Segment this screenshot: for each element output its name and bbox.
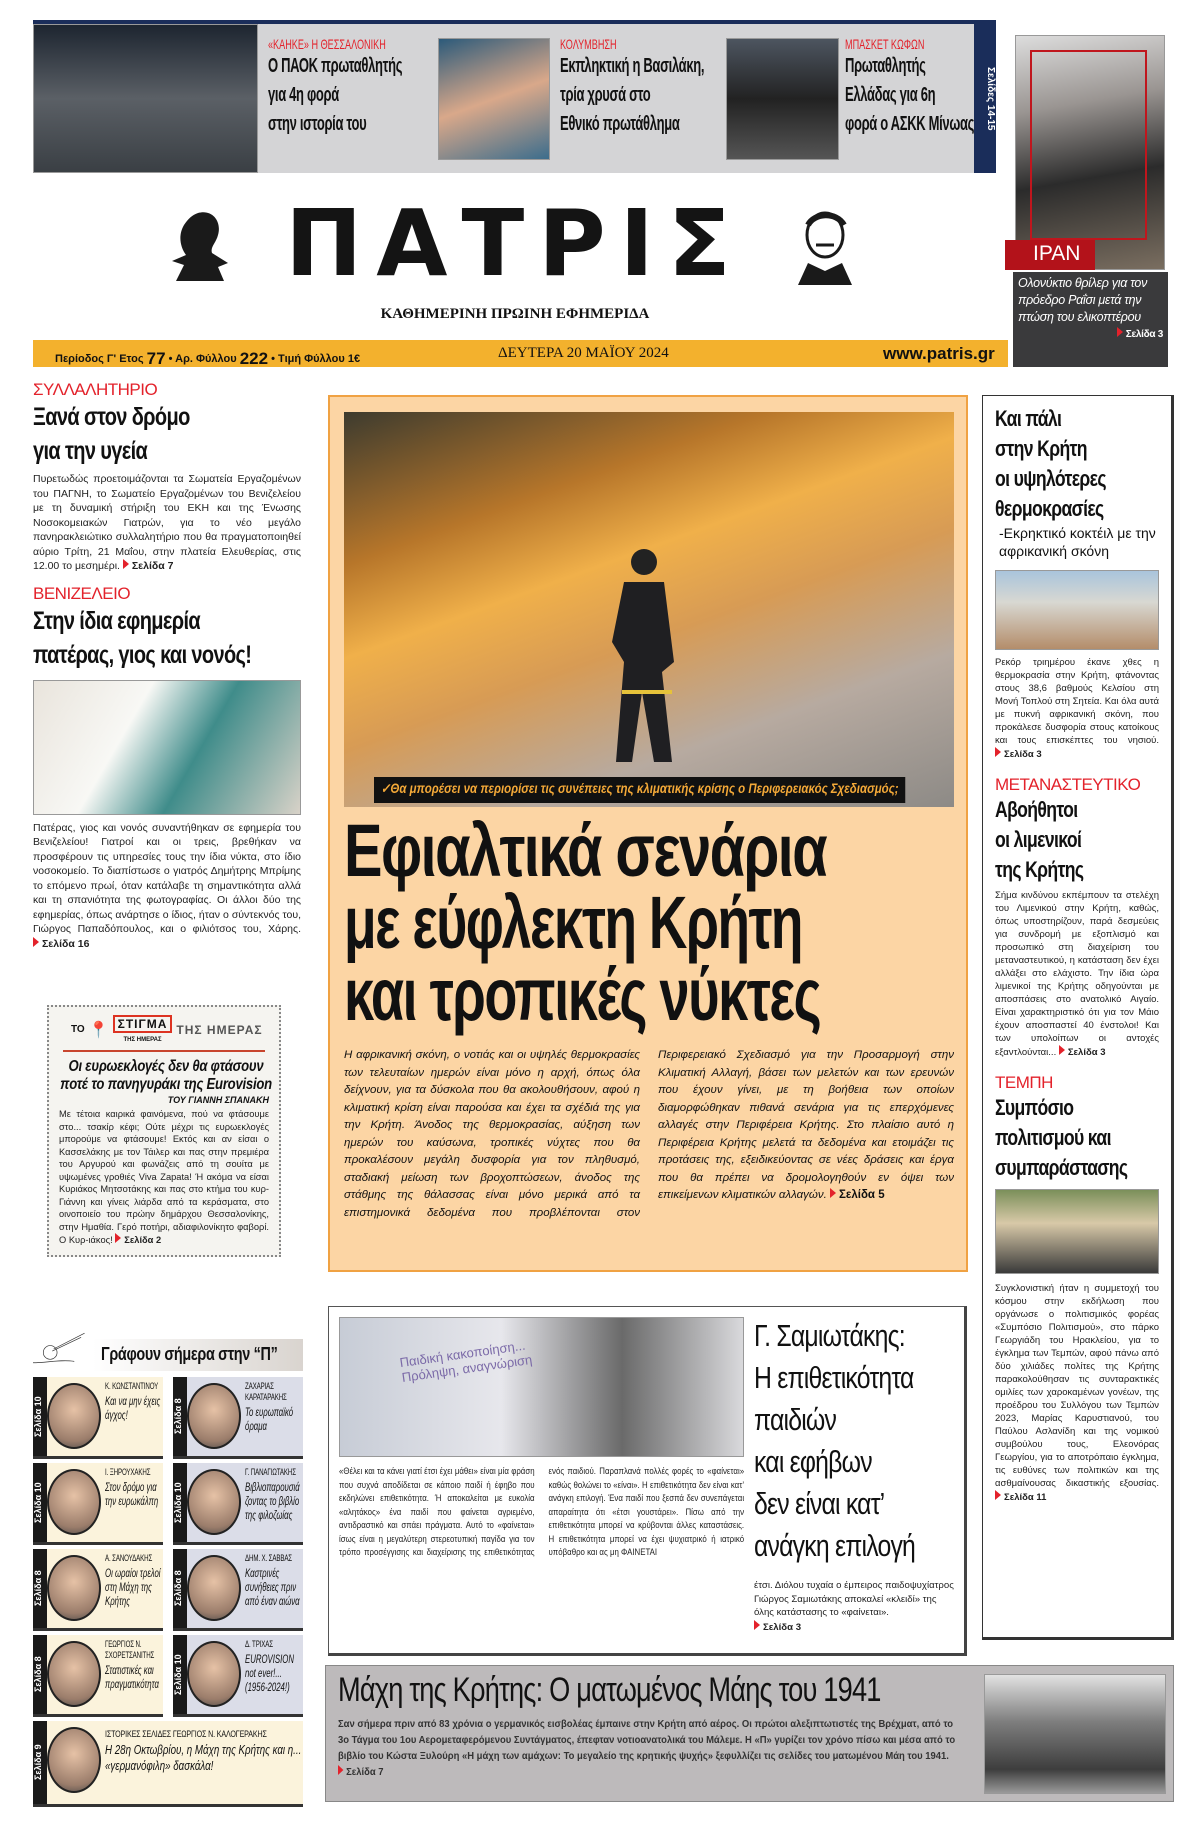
sports-title: Πρωταθλητής Ελλάδας για 6η φορά ο ΑΣΚΚ Μίνωας — [845, 55, 975, 135]
page-link[interactable]: Σελίδα 2 — [115, 1235, 161, 1245]
stigma-title: Οι ευρωεκλογές δεν θα φτάσουν ποτέ το πανηγυράκι της Eurovision — [60, 1058, 272, 1093]
story-title: Ξανά στον δρόμο για την υγεία — [33, 403, 190, 465]
left-column — [33, 380, 301, 951]
battle-of-crete-story[interactable] — [325, 1665, 1174, 1802]
doctors-photo — [33, 680, 301, 815]
story-body: Ρεκόρ τριημέρου έκανε χθες η θερμοκρασία στην Κρήτη, φτάνοντας στους 38,6 βαθμούς Κελσίου στη Μονή Τοπλού στη Σητεία. Και όλα αυτά με πυκνή αφρικανική σκόνη, που προκάλεσε δυσφορία στους κατοίκους και τους επισκέπτες του νησιού. Σελίδα 3 — [995, 657, 1159, 760]
divider — [63, 1050, 265, 1052]
samiotakis-body-end: έτσι. Διόλου τυχαία ο έμπειρος παιδοψυχίατρος Γιώργος Σαμιωτάκης αποκαλεί «κλειδί» της όλης κατάστασης το «φαίνεται». Σελίδα 3 — [754, 1580, 954, 1633]
writer-avatar — [47, 1641, 101, 1707]
map-pin-icon: 📍 — [88, 1021, 109, 1039]
firefighter-figure — [594, 532, 684, 772]
page-link[interactable]: Σελίδα 5 — [830, 1189, 885, 1201]
sports-pages-label: Σελίδες 14-15 — [974, 24, 996, 173]
story-subtitle: -Εκρηκτικό κοκτέιλ με την αφρικανική σκόνη — [999, 525, 1156, 559]
writer-avatar — [47, 1727, 101, 1793]
sports-title: Ο ΠΑΟΚ πρωταθλητής για 4η φορά στην ιστορία του — [268, 55, 403, 135]
sports-strip — [33, 20, 996, 173]
writers-today — [33, 1325, 305, 1811]
paratroopers-photo — [984, 1674, 1166, 1794]
writer-avatar — [47, 1555, 101, 1621]
story-kicker: ΜΕΤΑΝΑΣΤΕΥΤΙΚΟ — [995, 775, 1141, 794]
battle-body: Σαν σήμερα πριν από 83 χρόνια ο γερμανικός εισβολέας έμπαινε στην Κρήτη από αέρος. Οι πρώτοι αλεξιπτωτιστές της Βρέχματ, από το 3ο Τάγμα του 1ου Αερομεταφερόμενου Συντάγματος, έπεφταν νοτιοανατολικά του Μάλεμε. Η «Π» γυρίζει τον χρόνο πίσω και μέσα από το βιβλίο του Κώστα Ξυλούρη «Η μάχη των αμάχων: Το μεγαλείο της κρητικής ψυχής» ξεφυλλίζει τις σελίδες του ματωμένου Μάη του 1941. Σελίδα 7 — [338, 1718, 956, 1778]
sports-kicker: «ΚΑΗΚΕ» Η ΘΕΣΣΑΛΟΝΙΚΗ — [268, 36, 386, 52]
lead-story[interactable] — [328, 395, 968, 1272]
story-kicker: ΣΥΛΛΑΛΗΤΗΡΙΟ — [33, 380, 158, 399]
iran-title-box — [1013, 272, 1168, 367]
writer-avatar — [187, 1383, 241, 1449]
samiotakis-photo — [339, 1317, 744, 1457]
story-title: Αβοήθητοι οι λιμενικοί της Κρήτης — [995, 797, 1084, 882]
portrait-sketch-right-icon — [790, 205, 860, 285]
stigma-author: ΤΟΥ ΓΙΑΝΝΗ ΣΠΑΝΑΚΗ — [167, 1095, 269, 1105]
writer-item[interactable]: Σελίδα 8 ΓΕΩΡΓΙΟΣ Ν. ΣΧΟΡΕΤΣΑΝΙΤΗΣ Στατιστικές και πραγματικότητα — [33, 1635, 163, 1717]
newspaper-tagline: ΚΑΘΗΜΕΡΙΝΗ ΠΡΩΙΝΗ ΕΦΗΜΕΡΙΔΑ — [380, 306, 650, 322]
writer-item[interactable]: Σελίδα 9 ΙΣΤΟΡΙΚΕΣ ΣΕΛΙΔΕΣ ΓΕΩΡΓΙΟΣ Ν. ΚΑΛΟΓΕΡΑΚΗΣ Η 28η Οκτωβρίου, η Μάχη της Κρήτης και η... «γερμανόφιλη» δασκάλα! — [33, 1721, 303, 1807]
story-heat[interactable] — [995, 404, 1159, 761]
quill-inkpot-icon — [33, 1325, 88, 1373]
red-frame — [1030, 50, 1147, 240]
story-title: Συμπόσιο πολιτισμού και συμπαράστασης — [995, 1095, 1128, 1180]
writer-item[interactable]: Σελίδα 10 Γ. ΠΑΝΑΓΙΩΤΑΚΗΣ Βιβλιοπαρουσιάζοντας το βιβλίο της φιλοζωίας — [173, 1463, 303, 1545]
writers-title: Γράφουν σήμερα στην “Π” — [101, 1344, 278, 1364]
writer-item[interactable]: Σελίδα 10 Ι. ΞΗΡΟΥΧΑΚΗΣ Στον δρόμο για την ευρωκάλπη — [33, 1463, 163, 1545]
story-coast-guard[interactable] — [995, 775, 1159, 1059]
sports-item-basketball[interactable] — [845, 36, 974, 139]
page-link[interactable]: Σελίδα 7 — [123, 560, 174, 572]
page-link[interactable]: Σελίδα 16 — [33, 938, 89, 950]
writer-item[interactable]: Σελίδα 10 Δ. ΤΡΙΧΑΣ EUROVISION not ever!... (1956-2024!) — [173, 1635, 303, 1717]
writer-avatar — [187, 1555, 241, 1621]
iran-story[interactable] — [1005, 35, 1172, 367]
page-link[interactable]: Σελίδα 3 — [1059, 1047, 1106, 1058]
story-body: Συγκλονιστική ήταν η συμμετοχή του κόσμου στην εκδήλωση που οργάνωσε ο πολιτισμικός φορέας «Συμπόσιο Πολιτισμού», στο πάρκο Γεωργιάδη του Ηρακλείου, για το έγκλημα των Τεμπών, αφού πάνω από δύο χιλιάδες πολίτες της Κρήτης παρακολούθησαν τις συνταρακτικές ομιλίες των χαροκαμένων γονέων, της προέδρου του Συλλόγου των Τεμπών 2023, Μαρίας Καρυστιανού, του Παύλου Ασλανίδη και της νομικού συμβούλου τους, Ελεονόρας Γεωργίου, για το αποτρόπαιο έγκλημα, τις ευθύνες των πολιτικών και της ασθμαίνουσας δικαστικής εξουσίας. Σελίδα 11 — [995, 1283, 1159, 1503]
story-body: Σήμα κινδύνου εκπέμπουν τα στελέχη του Λιμενικού στην Κρήτη, καθώς, όπως υποστηρίζουν, παρά δεσμεύεις για συνδρομή με εξοπλισμό και προσωπικό στη διαχείριση του μεταναστευτικού, η κατάσταση δεν έχει αλλάξει στο ελάχιστο. Την ίδια ώρα λιμενικοί της Κρήτης οδηγούνται με αποσπάσεις στο ανατολικό Αιγαίο. Είναι χαρακτηριστικό ότι για τον Μάιο έχουν αποσπαστεί 40 ένστολοι! Και των υπολοίπων οι αντοχές εξαντλούνται... Σελίδα 3 — [995, 890, 1159, 1058]
website-link[interactable]: www.patris.gr — [883, 344, 995, 363]
page-link[interactable]: Σελίδα 3 — [995, 749, 1042, 760]
samiotakis-story[interactable] — [328, 1306, 967, 1656]
samiotakis-body: «Θέλει και τα κάνει γιατί έτσι έχει μάθει» είναι μία φράση που συχνά αποδίδεται σε κάποιο παιδί ή έφηβο που εκδηλώνει επιθετικότητα. Ή αποκαλείται με ευκολία «αλητάκος» ένα παιδί που φαίνεται αγριεμένο, αντιδραστικό και σπάει πράγματα. Αυτό το «φαίνεται» ίσως είναι η μεγαλύτερη στερεοτυπική παγίδα για τον τρόπο προσέγγισης και διαχείρισης της επιθετικότητας ενός παιδιού. Παραπλανά πολλές φορές το «φαίνεται» καθώς θολώνει το «είναι». Η επιθετικότητα δεν είναι κατ’ ανάγκη επιλογή. Ένα παιδί που ξεσπά δεν συνεπάγεται απαραίτητα ότι «έτσι γουστάρει». Πίσω από την επιθετικότητα μπορεί να κρύβονται άλλες καταστάσεις. Η επιθετικότητα μπορεί να έχει ψυχιατρικό ή ιατρικό υπόβαθρο και ας μη ΦΑΙΝΕΤΑΙ — [339, 1466, 745, 1558]
date-bar — [33, 340, 1008, 367]
writer-item[interactable]: Σελίδα 8 ΔΗΜ. Χ. ΣΑΒΒΑΣ Καστρινές συνήθειες πριν από έναν αιώνα — [173, 1549, 303, 1631]
writer-item[interactable]: Σελίδα 8 Α. ΣΑΝΟΥΔΑΚΗΣ Οι ωραίοι τρελοί στη Μάχη της Κρήτης — [33, 1549, 163, 1631]
story-tempi[interactable] — [995, 1073, 1159, 1504]
page-link[interactable]: Σελίδα 7 — [338, 1766, 384, 1778]
page-link[interactable]: Σελίδα 3 — [754, 1622, 801, 1633]
story-body: Πατέρας, γιος και νονός συναντήθηκαν σε εφημερία του Βενιζελείου! Γιατροί και οι τρεις, βρεθήκαν να προσφέρουν τις υπηρεσίες τους την ίδια νύκτα, στο ίδιο νοσοκομείο. Το διαπίστωσε ο γιατρός Δημήτρης Μπρίμης το επόμενο πρωί, όταν κατάλαβε τη σημαντικότητα αλλά και τη σπανιότητα της φωτογραφίας. Οι άλλοι δύο της εφημερίας, όπως ανάρτησε ο ίδιος, ήταν ο σύντεκνός του, Γιώργος Παπαδόπουλος, και ο φιλιότσος του, Χάρης. Σελίδα 16 — [33, 821, 301, 950]
sports-item-swimming[interactable] — [560, 36, 704, 139]
story-title: Και πάλι στην Κρήτη οι υψηλότερες θερμοκρασίες — [995, 406, 1106, 521]
firefighter-wildfire-photo — [344, 412, 954, 807]
stigma-column[interactable] — [47, 1005, 281, 1257]
stigma-brand: ΤΟ 📍 ΣΤΙΓΜΑ ΤΗΣ ΗΜΕΡΑΣ ΤΗΣ ΗΜΕΡΑΣ — [71, 1017, 263, 1043]
paok-photo — [33, 24, 258, 173]
writer-avatar — [47, 1383, 101, 1449]
left-story-rally[interactable] — [33, 380, 301, 574]
portrait-silhouette-left-icon — [168, 205, 238, 285]
sports-item-paok[interactable] — [268, 36, 402, 139]
right-column — [982, 395, 1174, 1640]
sports-title: Εκπληκτική η Βασιλάκη, τρία χρυσά στο Εθνικό πρωτάθλημα — [560, 55, 705, 135]
sports-kicker: ΜΠΑΣΚΕΤ ΚΩΦΩΝ — [845, 36, 925, 52]
story-kicker: ΤΕΜΠΗ — [995, 1073, 1053, 1092]
heraklion-dust-photo — [995, 570, 1159, 650]
writer-avatar — [187, 1469, 241, 1535]
basketball-team-photo — [726, 38, 839, 160]
lead-headline: Εφιαλτικά σενάρια με εύφλεκτη Κρήτη και τροπικές νύκτες — [344, 809, 827, 1036]
issue-info: Περίοδος Γ' Ετος 77 • Αρ. Φύλλου 222 • Τιμή Φύλλου 1€ — [55, 349, 361, 368]
page-link[interactable]: Σελίδα 11 — [995, 1492, 1046, 1503]
swimmer-photo — [438, 38, 550, 160]
newspaper-logo[interactable]: ΠΑΤΡΙΣ — [285, 190, 745, 297]
stigma-body: Με τέτοια καιρικά φαινόμενα, πού να φτάσουμε στο... τσακίρ κέφι; Ούτε μέχρι τις ευρωεκλογές μπορούμε να φτάσουμε! Εκτός και αν είσαι ο Κασσελάκης με τον Τάιλερ και πας στην πρεμιέρα του Αργυρού και φωνάζεις από τη σουίτα με υψωμένες γροθιές Viva Zapata! Ή ακόμα να είσαι Κυριάκος Μητσοτάκης και πας στο κτήμα του κυρ-Γιάννη και γίνεις λιάρδα από τα κεράσματα, στο οινοποιείο του πρώην δημάρχου Θεσσαλονίκης, στην Ημαθία. Γερό ποτήρι, αδιαφιλονίκητο φαβορί. Ο Κυρ-ιάκος! Σελίδα 2 — [59, 1109, 269, 1245]
writer-avatar — [47, 1469, 101, 1535]
symposium-photo — [995, 1189, 1159, 1274]
story-body: Πυρετωδώς προετοιμάζονται τα Σωματεία Εργαζομένων του ΠΑΓΝΗ, το Σωματείο Εργαζομένων του Βενιζελείου με τη δυναμική στήριξη του ΕΚΗ και της Ένωσης Νοσοκομειακών Γιατρών, για το νέο μεγάλο πανηρακλειώτικο συλλαλητήριο που θα πραγματοποιηθεί αύριο Τρίτη, 21 Μαΐου, στην πλατεία Ελευθερίας, στις 12.00 το μεσημέρι. Σελίδα 7 — [33, 473, 301, 572]
writer-item[interactable]: Σελίδα 10 Κ. ΚΩΝΣΤΑΝΤΙΝΟΥ Και να μην έχεις άγχος! — [33, 1377, 163, 1459]
lead-body: Η αφρικανική σκόνη, ο νοτιάς και οι υψηλές θερμοκρασίες των τελευταίων ημερών είναι μόνο η αρχή, όπως όλα δείχνουν, για τα δύσκολα που θα ακολουθήσουν, αφού η κλιματική κρίση είναι παρούσα και έχει τα σχέδιά της για την Κρήτη. Άνοδος της θερμοκρασίας, αύξηση των ημερών του καύσωνα, τροπικές νύχτες που θα προκαλέσουν μεγάλη δυσφορία για τον πληθυσμό, σταδιακή μείωση των βροχοπτώσεων, άνοδος της στάθμης της θάλασσας είναι μόνο μερικά από τα επιστημονικά δεδομένα που προβλέπονται στον Περιφερειακό Σχεδιασμό για την Προσαρμογή στην Κλιματική Αλλαγή, βάσει των μελετών και των ερευνών που έχουν γίνει, με τη βοήθεια των οποίων διαμορφώθηκαν πιθανά σενάρια για τις επερχόμενες αλλαγές στην Περιφέρεια Κρήτης. Στο πλαίσιο αυτό η Περιφέρεια Κρήτης μελετά τα δεδομένα και ετοιμάζει τις προτάσεις της, εξειδικεύοντας σε νέες δράσεις και έργα που θα πρέπει να δρομολογηθούν εν όψει των επικείμενων κλιματικών αλλαγών. Σελίδα 5 — [344, 1049, 954, 1219]
iran-kicker: ΙΡΑΝ — [1005, 240, 1095, 270]
battle-title: Μάχη της Κρήτης: Ο ματωμένος Μάης του 1941 — [338, 1671, 881, 1709]
iran-title: Ολονύκτιο θρίλερ για τον πρόεδρο Ραΐσι μετά την πτώση του ελικοπτέρου — [1018, 276, 1148, 324]
writer-avatar — [187, 1641, 241, 1707]
writers-title-box — [93, 1339, 303, 1371]
issue-date: ΔΕΥΤΕΡΑ 20 ΜΑΪΟΥ 2024 — [498, 345, 669, 361]
samiotakis-headline: Γ. Σαμιωτάκης: Η επιθετικότητα παιδιών και εφήβων δεν είναι κατ’ ανάγκη επιλογή — [754, 1318, 916, 1563]
story-kicker: ΒΕΝΙΖΕΛΕΙΟ — [33, 583, 131, 603]
photo-caption: ✓Θα μπορέσει να περιορίσει τις συνέπειες της κλιματικής κρίσης ο Περιφερειακός Σχεδιασμός; — [374, 777, 905, 803]
iran-page-link[interactable]: Σελίδα 3 — [1018, 326, 1163, 343]
sports-kicker: ΚΟΛΥΜΒΗΣΗ — [560, 36, 617, 52]
writer-item[interactable]: Σελίδα 8 ΖΑΧΑΡΙΑΣ ΚΑΡΑΤΑΡΑΚΗΣ Το ευρωπαϊκό όραμα — [173, 1377, 303, 1459]
slide-text: Παιδική κακοποίηση... Πρόληψη, αναγνώριση — [398, 1337, 534, 1385]
left-story-venizeleio[interactable] — [33, 584, 301, 952]
story-title: Στην ίδια εφημερία πατέρας, γιος και νονός! — [33, 606, 252, 669]
